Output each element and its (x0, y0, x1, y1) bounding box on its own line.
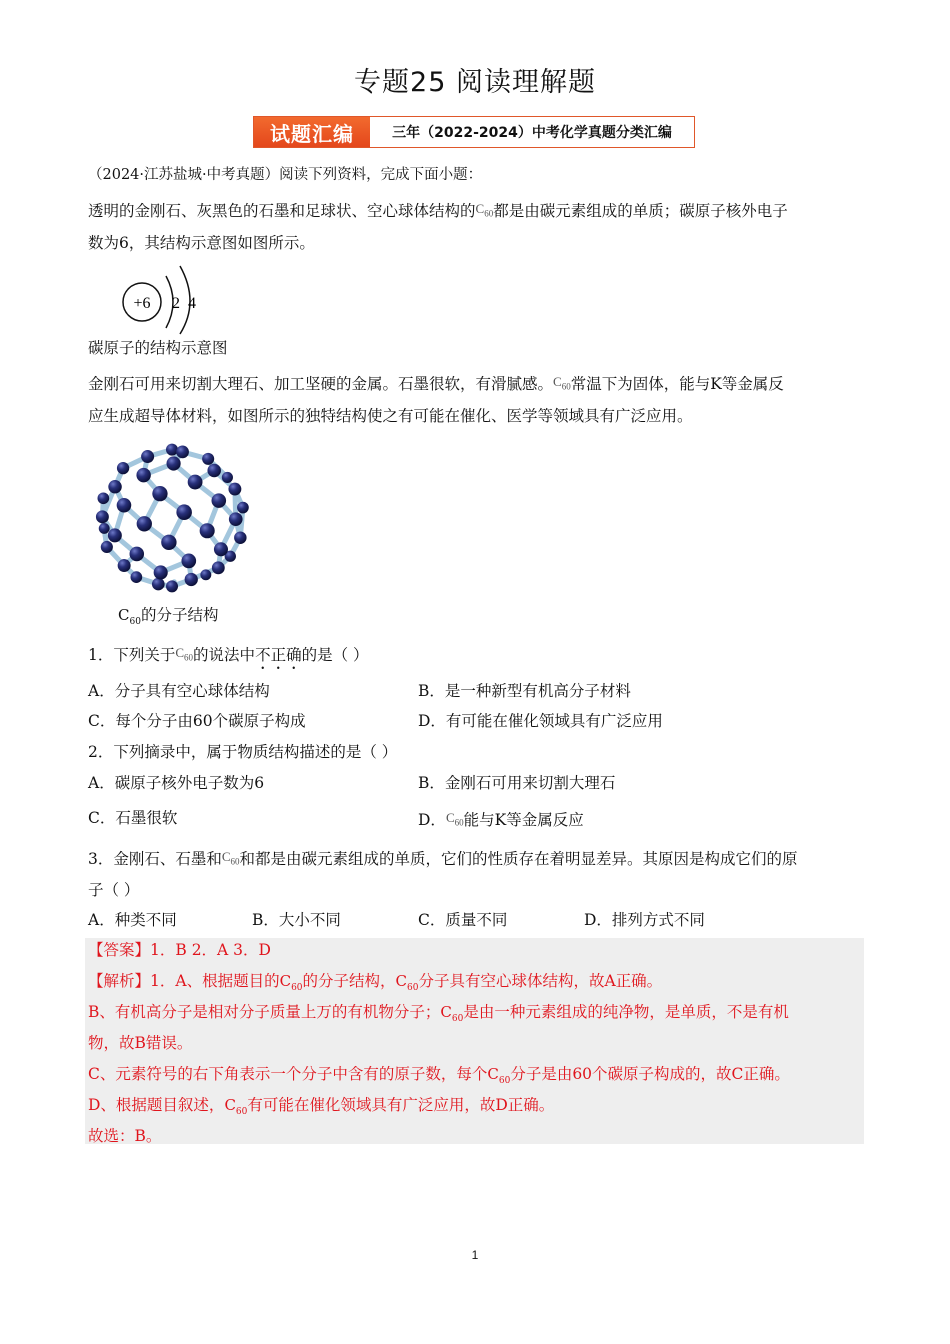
molecule-caption: $C_{60}$的分子结构 (118, 606, 219, 627)
molecule-atom (212, 561, 225, 574)
molecule-atom (181, 554, 196, 569)
molecule-atom (202, 453, 214, 465)
molecule-atom (229, 512, 243, 526)
page-title: 专题25 阅读理解题 (354, 67, 596, 98)
question-2-stem: 2．下列摘录中，属于物质结构描述的是（ ） (88, 743, 398, 761)
molecule-atom (152, 486, 167, 501)
molecule-atom (99, 523, 110, 534)
q2-option-a[interactable]: A．碳原子核外电子数为6 (88, 774, 265, 792)
analysis-line-5: D、根据题目叙述，$C_{60}$有可能在催化领域具有广泛应用，故D正确。 (88, 1096, 555, 1117)
molecule-atom (228, 483, 241, 496)
question-3-stem-line-1: 3．金刚石、石墨和$C_{60}$和都是由碳元素组成的单质，它们的性质存在着明显差异。其原因是构成它们的原 (88, 849, 798, 868)
passage-line-4: 应生成超导体材料，如图所示的独特结构使之有可能在催化、医学等领域具有广泛应用。 (88, 407, 693, 425)
molecule-atom (185, 573, 198, 586)
molecule-atom (101, 541, 113, 553)
atom-nucleus-label: +6 (133, 295, 151, 312)
molecule-atom (136, 468, 150, 482)
q1-option-d[interactable]: D．有可能在催化领域具有广泛应用 (418, 712, 663, 730)
question-3-stem-line-2: 子（ ） (88, 881, 140, 899)
analysis-line-3: 物，故B错误。 (88, 1034, 193, 1052)
molecule-atom (130, 547, 145, 562)
q3-option-d[interactable]: D．排列方式不同 (584, 911, 705, 929)
molecule-atom (166, 580, 178, 592)
banner-tag: 试题汇编 (254, 117, 370, 147)
q3-option-c[interactable]: C．质量不同 (418, 911, 508, 929)
molecule-atom (207, 464, 220, 477)
analysis-line-6: 故选：B。 (88, 1127, 162, 1145)
q1-option-c[interactable]: C．每个分子由60个碳原子构成 (88, 712, 306, 730)
answer-label: 【答案】 (88, 941, 151, 959)
molecule-atom (176, 446, 189, 459)
c60-formula: $C_{60}$ (475, 201, 494, 219)
passage-line-3: 金刚石可用来切割大理石、加工坚硬的金属。石墨很软，有滑腻感。$C_{60}$常温下为固体，能与K等金属反 (88, 374, 784, 393)
analysis-line-4: C、元素符号的右下角表示一个分子中含有的原子数，每个$C_{60}$分子是由60个碳原子构成的，故C正确。 (88, 1065, 790, 1086)
atom-diagram-caption: 碳原子的结构示意图 (88, 339, 228, 357)
molecule-atom (222, 472, 233, 483)
atom-shell-2-label: 4 (188, 295, 196, 312)
q3-option-a[interactable]: A．种类不同 (88, 911, 177, 929)
molecule-atom (214, 542, 228, 556)
molecule-atom (237, 502, 249, 514)
analysis-line-2: B、有机高分子是相对分子质量上万的有机物分子；$C_{60}$是由一种元素组成的纯净物，是单质，不是有机 (88, 1003, 789, 1024)
section-banner (253, 116, 695, 148)
molecule-atom (96, 510, 109, 523)
analysis-line-1: 【解析】1．A、根据题目的$C_{60}$的分子结构，$C_{60}$分子具有空心球体结构，故A正确。 (88, 972, 663, 993)
passage-line-1: 透明的金刚石、灰黑色的石墨和足球状、空心球体结构的$C_{60}$都是由碳元素组成的单质；碳原子核外电子 (88, 201, 788, 220)
q1-option-b[interactable]: B．是一种新型有机高分子材料 (418, 682, 631, 700)
molecule-atom (131, 571, 143, 583)
molecule-atom (234, 531, 246, 543)
molecule-atom (137, 516, 152, 531)
molecule-atom (117, 498, 132, 513)
question-1-stem: 1．下列关于$C_{60}$的说法中不正确的是（ ） (88, 645, 369, 664)
emphasis-not-correct: 不正确 (255, 646, 302, 664)
molecule-atom (118, 559, 131, 572)
answer-line: 【答案】1．B 2．A 3．D (88, 941, 271, 959)
molecule-atom (98, 492, 110, 504)
question-source: （2024·江苏盐城·中考真题）阅读下列资料，完成下面小题： (88, 167, 483, 183)
molecule-atom (117, 462, 129, 474)
molecule-atom (166, 444, 178, 456)
q1-option-a[interactable]: A．分子具有空心球体结构 (88, 682, 270, 700)
atom-shell-1-label: 2 (172, 295, 180, 312)
passage-line-2: 数为6，其结构示意图如图所示。 (88, 234, 315, 252)
molecule-atom (108, 480, 121, 493)
q3-option-b[interactable]: B．大小不同 (252, 911, 341, 929)
q2-option-c[interactable]: C．石墨很软 (88, 809, 178, 827)
banner-text: 三年（2022-2024）中考化学真题分类汇编 (392, 125, 672, 141)
analysis-label: 【解析】 (88, 972, 151, 990)
molecule-atom (154, 565, 168, 579)
molecule-atom (200, 523, 215, 538)
molecule-atom (166, 456, 180, 470)
molecule-atom (161, 535, 176, 550)
q2-option-b[interactable]: B．金刚石可用来切割大理石 (418, 774, 616, 792)
molecule-atom (152, 578, 165, 591)
page-number: 1 (471, 1248, 479, 1262)
q2-option-d[interactable]: D．$C_{60}$能与K等金属反应 (418, 810, 584, 829)
molecule-atom (108, 528, 122, 542)
molecule-atom (188, 475, 203, 490)
molecule-atom (211, 493, 226, 508)
carbon-atom-diagram (110, 262, 220, 338)
c60-molecule-image (86, 434, 258, 600)
molecule-atom (141, 450, 154, 463)
molecule-atom (176, 504, 192, 520)
molecule-atom (200, 569, 211, 580)
